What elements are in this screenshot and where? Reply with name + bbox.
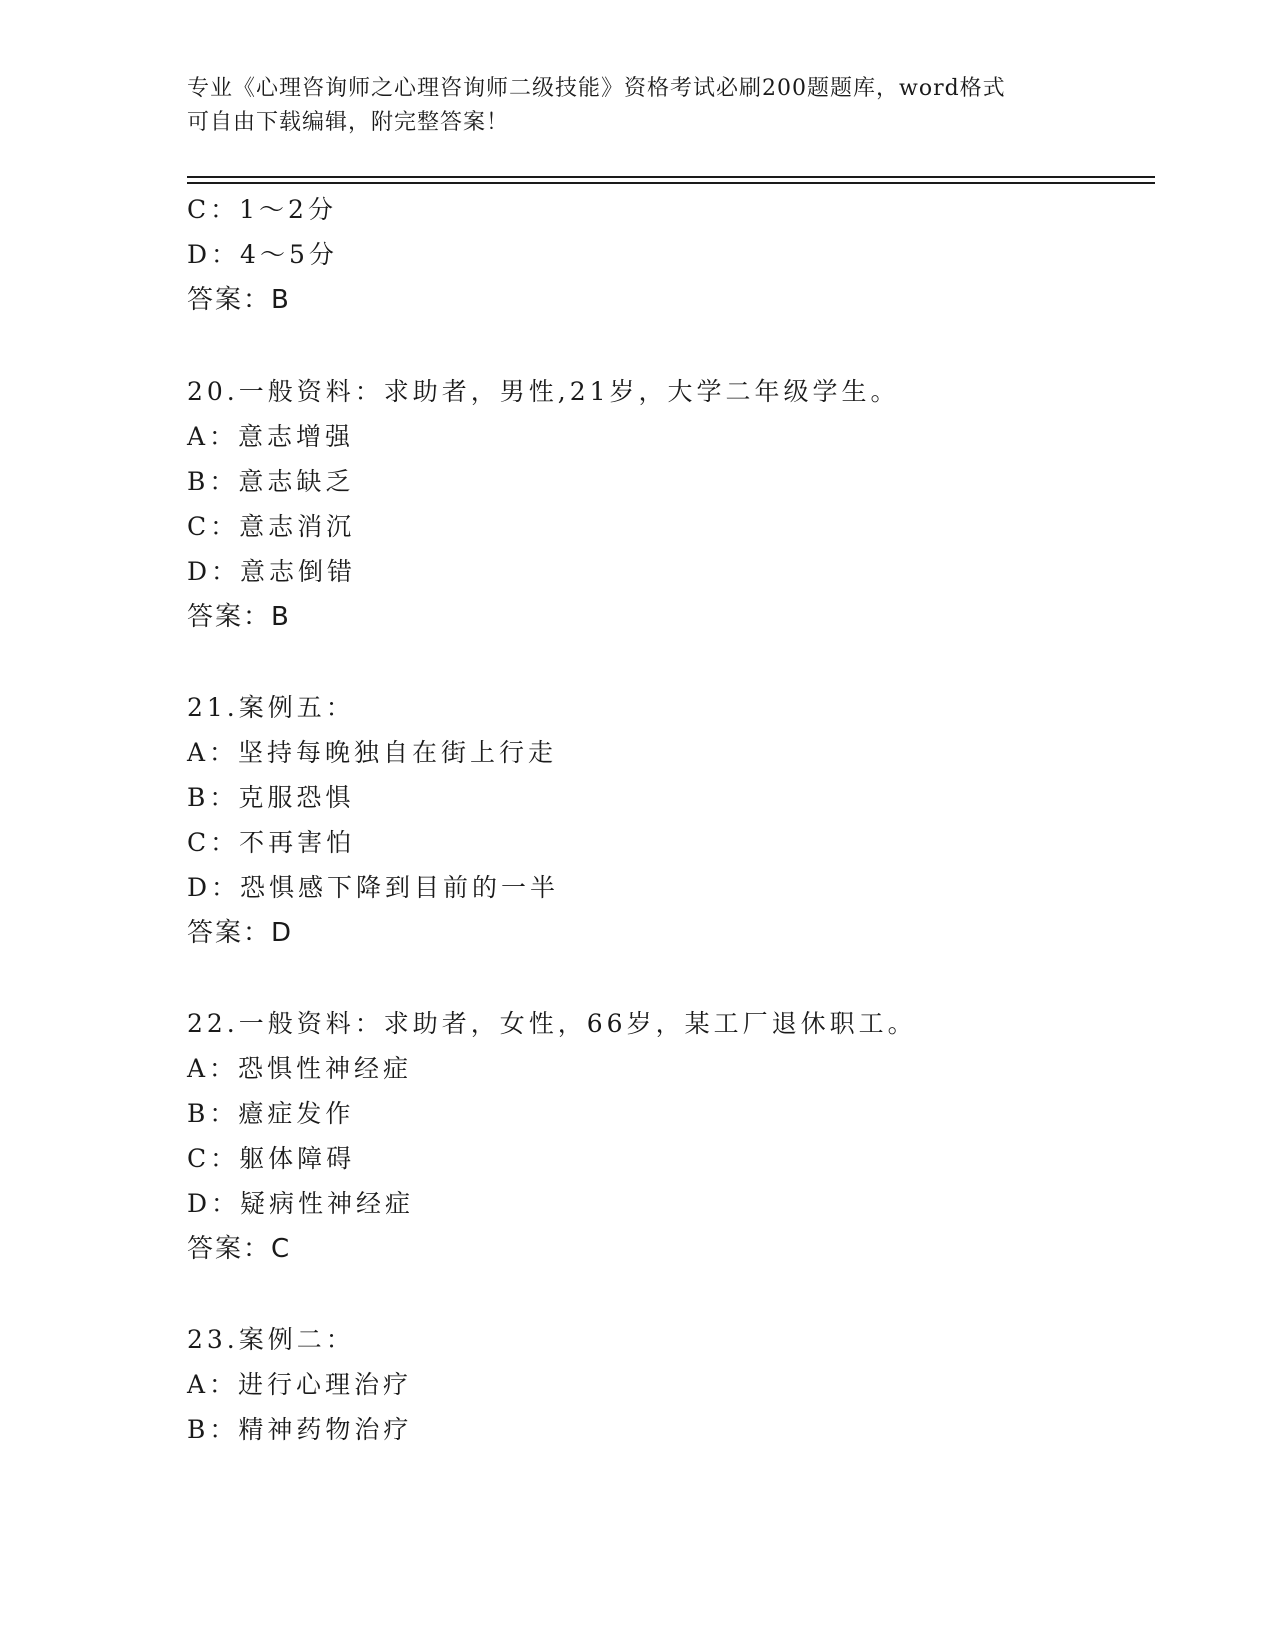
- q20-option-c: C：意志消沉: [187, 512, 356, 541]
- q23-option-a: A：进行心理治疗: [187, 1370, 413, 1399]
- header-divider-bottom: [187, 182, 1155, 184]
- header-line-1: 专业《心理咨询师之心理咨询师二级技能》资格考试必刷200题题库，word格式: [187, 76, 1006, 101]
- q19-answer: 答案：B: [187, 285, 291, 315]
- q23-stem: 23.案例二：: [187, 1325, 355, 1354]
- q22-option-a: A：恐惧性神经症: [187, 1054, 413, 1083]
- q22-stem: 22.一般资料：求助者，女性，66岁，某工厂退休职工。: [187, 1009, 917, 1038]
- q23-option-b: B：精神药物治疗: [187, 1415, 413, 1444]
- q20-option-d: D：意志倒错: [187, 557, 357, 586]
- q20-answer: 答案：B: [187, 602, 291, 632]
- q22-option-b: B：癔症发作: [187, 1099, 355, 1128]
- q21-option-d: D：恐惧感下降到目前的一半: [187, 873, 560, 902]
- q19-option-c: C：1～2分: [187, 195, 337, 224]
- q21-option-c: C：不再害怕: [187, 828, 356, 857]
- q21-stem: 21.案例五：: [187, 693, 355, 722]
- document-header: [187, 72, 1087, 140]
- q20-stem: 20.一般资料：求助者，男性,21岁，大学二年级学生。: [187, 377, 900, 406]
- q21-option-b: B：克服恐惧: [187, 783, 355, 812]
- q22-option-d: D：疑病性神经症: [187, 1189, 415, 1218]
- q21-answer: 答案：D: [187, 918, 294, 948]
- header-divider-top: [187, 176, 1155, 178]
- q22-answer: 答案：C: [187, 1234, 292, 1264]
- header-line-2: 可自由下载编辑，附完整答案！: [187, 110, 510, 135]
- q21-option-a: A：坚持每晚独自在街上行走: [187, 738, 558, 767]
- q20-option-a: A：意志增强: [187, 422, 355, 451]
- q22-option-c: C：躯体障碍: [187, 1144, 356, 1173]
- q20-option-b: B：意志缺乏: [187, 467, 355, 496]
- q19-option-d: D：4～5分: [187, 240, 338, 269]
